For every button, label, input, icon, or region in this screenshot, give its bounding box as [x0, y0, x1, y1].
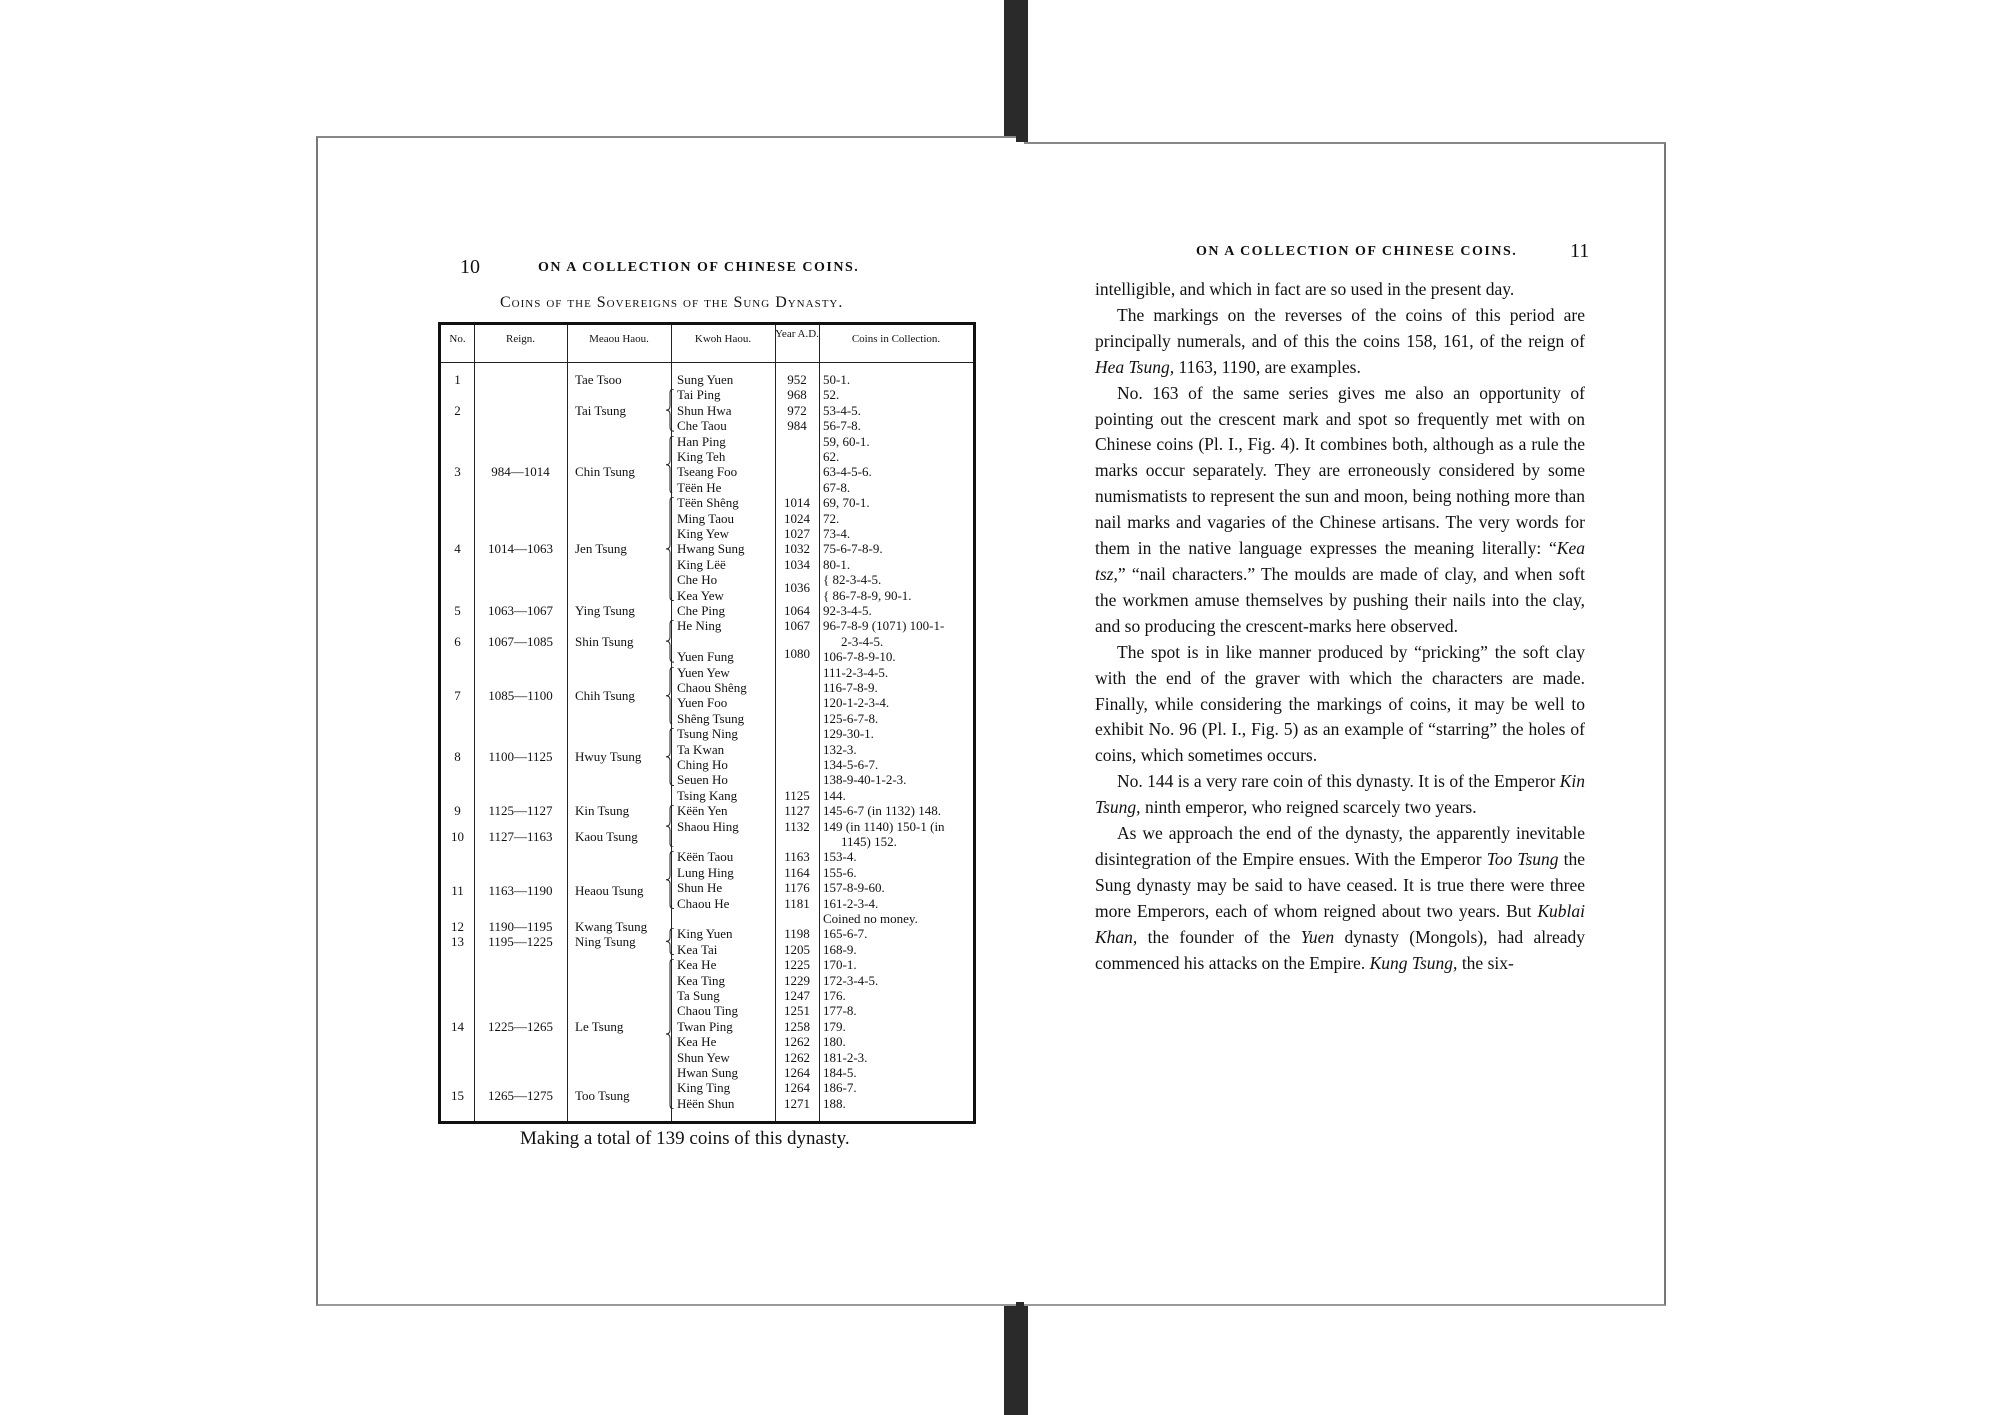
table-cell-kwoh-haou: Ming Taou — [677, 510, 734, 526]
table-cell-kwoh-haou: King Teh — [677, 449, 726, 464]
table-cell-coins: 52. — [823, 387, 840, 403]
header-reign: Reign. — [505, 333, 536, 345]
table-cell-reign: 1100—1125 — [488, 749, 553, 765]
table-cell-no: 15 — [451, 1088, 464, 1104]
table-cell-coins: 179. — [823, 1018, 846, 1034]
header-meaou-haou: Meaou Haou. — [589, 333, 649, 345]
left-page-number: 10 — [460, 256, 480, 278]
table-cell-year: 1262 — [784, 1049, 810, 1065]
table-cell-kwoh-haou: Kea He — [677, 1034, 717, 1050]
table-cell-coins: 111-2-3-4-5. — [823, 664, 889, 680]
table-cell-reign: 1163—1190 — [488, 883, 553, 899]
table-cell-year: 984 — [787, 418, 807, 434]
table-cell-kwoh-haou: Tsing Kang — [677, 787, 738, 803]
brace-mark — [665, 620, 675, 662]
table-cell-year: 968 — [787, 387, 807, 403]
table-cell-coins: 69, 70-1. — [823, 495, 870, 511]
table-cell-kwoh-haou: Seuen Ho — [677, 772, 728, 788]
table-cell-coins: 165-6-7. — [823, 926, 868, 942]
table-cell-reign: 1067—1085 — [488, 633, 553, 649]
table-cell-kwoh-haou: King Yuen — [677, 926, 733, 942]
table-cell-year: 1027 — [784, 526, 810, 541]
table-cell-reign: 1085—1100 — [488, 687, 553, 703]
table-cell-no: 12 — [451, 918, 464, 934]
table-cell-coins: 80-1. — [823, 556, 851, 572]
table-cell-year: 1127 — [784, 803, 810, 819]
table-cell-year: 1258 — [784, 1018, 810, 1034]
table-cell-year: 1067 — [784, 618, 810, 634]
table-cell-coins: 149 (in 1140) 150-1 (in — [823, 818, 945, 834]
sung-coins-table — [438, 322, 976, 1124]
table-cell-reign: 1265—1275 — [488, 1088, 553, 1104]
table-cell-year: 1132 — [784, 818, 810, 834]
table-cell-no: 10 — [451, 829, 464, 845]
table-cell-kwoh-haou: Che Taou — [677, 418, 727, 434]
table-cell-coins: 1145) 152. — [841, 834, 897, 849]
table-cell-coins: 2-3-4-5. — [841, 633, 884, 649]
brace-mark — [665, 851, 675, 909]
table-cell-coins: 67-8. — [823, 479, 851, 495]
table-cell-kwoh-haou: Tseang Foo — [677, 464, 738, 480]
table-cell-no: 7 — [454, 687, 461, 703]
table-cell-kwoh-haou: Ching Ho — [677, 757, 728, 772]
table-cell-coins: 186-7. — [823, 1080, 857, 1096]
table-cell-year: 1181 — [784, 895, 810, 911]
table-cell-year: 1225 — [784, 957, 810, 973]
table-cell-coins: 73-4. — [823, 526, 851, 541]
table-cell-year: 1034 — [784, 556, 810, 572]
table-cell-kwoh-haou: Kea He — [677, 957, 717, 973]
table-cell-year: 1205 — [784, 941, 810, 957]
table-cell-coins: 92-3-4-5. — [823, 603, 872, 618]
table-cell-coins: Coined no money. — [823, 911, 918, 926]
table-cell-year: 1080 — [784, 646, 810, 662]
table-cell-reign: 984—1014 — [491, 464, 550, 480]
table-cell-meaou-haou: Hwuy Tsung — [575, 749, 642, 765]
table-cell-kwoh-haou: Kea Tai — [677, 941, 718, 957]
table-cell-kwoh-haou: Chaou Shêng — [677, 680, 747, 695]
table-cell-kwoh-haou: Shêng Tsung — [677, 710, 745, 726]
table-cell-kwoh-haou: Shun Yew — [677, 1049, 730, 1065]
table-cell-kwoh-haou: Ta Sung — [677, 988, 720, 1003]
table-cell-coins: 172-3-4-5. — [823, 972, 879, 988]
column-rule — [474, 325, 475, 1121]
table-cell-coins: 157-8-9-60. — [823, 880, 885, 896]
table-cell-coins: 161-2-3-4. — [823, 895, 879, 911]
column-rule — [819, 325, 820, 1121]
table-cell-kwoh-haou: Tëën He — [677, 479, 722, 495]
header-kwoh-haou: Kwoh Haou. — [694, 333, 752, 345]
table-cell-coins: 53-4-5. — [823, 402, 861, 418]
table-cell-coins: 120-1-2-3-4. — [823, 695, 890, 711]
table-cell-meaou-haou: Chin Tsung — [575, 464, 635, 480]
table-cell-year: 1036 — [784, 579, 810, 595]
table-cell-reign: 1063—1067 — [488, 603, 553, 618]
table-cell-year: 1247 — [784, 988, 810, 1003]
table-cell-year: 1163 — [784, 849, 810, 865]
table-cell-kwoh-haou: Chaou He — [677, 895, 730, 911]
table-cell-coins: 116-7-8-9. — [823, 680, 878, 695]
table-cell-coins: 75-6-7-8-9. — [823, 541, 883, 557]
brace-mark — [665, 959, 675, 1109]
table-cell-coins: 188. — [823, 1095, 846, 1111]
table-cell-kwoh-haou: Yuen Yew — [677, 664, 730, 680]
table-total-note: Making a total of 139 coins of this dynasty. — [520, 1128, 850, 1149]
table-cell-reign: 1127—1163 — [488, 829, 553, 845]
table-cell-year: 1032 — [784, 541, 810, 557]
table-cell-reign: 1014—1063 — [488, 541, 553, 557]
table-cell-no: 6 — [454, 633, 461, 649]
table-cell-year: 1271 — [784, 1095, 810, 1111]
body-paragraph: As we approach the end of the dynasty, the apparently inevitable disintegration of the Empire ensues. With the Emperor Too Tsung the Sung dynasty may be said to have ceased. It is true there were three more Emperors, each of whom reigned about two years. But Kublai Khan, the founder of the Yuen dynasty (Mongols), had already commenced his attacks on the Empire. Kung Tsung, the six- — [1095, 823, 1585, 973]
table-cell-coins: 134-5-6-7. — [823, 757, 879, 772]
table-cell-coins: 177-8. — [823, 1003, 857, 1019]
table-cell-kwoh-haou: Lung Hing — [677, 864, 734, 880]
table-cell-no: 11 — [451, 883, 464, 899]
table-cell-meaou-haou: Jen Tsung — [575, 541, 627, 557]
brace-mark — [665, 728, 675, 786]
table-cell-kwoh-haou: Han Ping — [677, 433, 726, 449]
header-coins: Coins in Collection. — [851, 333, 941, 345]
table-cell-year: 1125 — [784, 787, 810, 803]
table-cell-year: 1198 — [784, 926, 810, 942]
table-cell-meaou-haou: Kwang Tsung — [575, 918, 648, 934]
table-cell-kwoh-haou: Chaou Ting — [677, 1003, 739, 1019]
table-title: Coins of the Sovereigns of the Sung Dynasty. — [500, 294, 844, 311]
table-cell-coins: 145-6-7 (in 1132) 148. — [823, 803, 941, 819]
table-cell-coins: 155-6. — [823, 864, 857, 880]
table-cell-coins: 176. — [823, 988, 846, 1003]
table-cell-meaou-haou: Tae Tsoo — [575, 372, 622, 387]
table-cell-kwoh-haou: Shaou Hing — [677, 818, 739, 834]
table-cell-year: 1264 — [784, 1080, 810, 1096]
brace-mark — [665, 928, 675, 955]
body-paragraph: intelligible, and which in fact are so used in the present day. — [1095, 279, 1515, 299]
table-cell-coins: 168-9. — [823, 941, 857, 957]
table-cell-kwoh-haou: Hwang Sung — [677, 541, 745, 557]
right-body-text — [1095, 277, 1585, 976]
table-cell-kwoh-haou: Këën Taou — [677, 849, 734, 865]
table-cell-reign: 1190—1195 — [488, 918, 553, 934]
table-cell-coins: 132-3. — [823, 741, 857, 757]
table-cell-year: 1229 — [784, 972, 810, 988]
table-cell-coins: 138-9-40-1-2-3. — [823, 772, 907, 788]
column-rule — [567, 325, 568, 1121]
table-cell-kwoh-haou: Tsung Ning — [677, 726, 738, 742]
brace-mark — [665, 497, 675, 601]
table-cell-kwoh-haou: King Ting — [677, 1080, 731, 1096]
body-paragraph: No. 163 of the same series gives me also an opportunity of pointing out the crescent mark and spot so frequently met with on Chinese coins (Pl. I., Fig. 4). It combines both, although as a rule the marks occur separately. They are erroneously considered by some numismatists to represent the sun and moon, being nothing more than nail marks and vagaries of the Chinese artisans. The very words for them in the native language expresses the meaning literally: “Kea tsz,” “nail characters.” The moulds are made of clay, and when soft the workmen amuse themselves by pushing their nails into the clay, and so producing the crescent-marks here observed. — [1095, 382, 1585, 636]
table-cell-year: 1262 — [784, 1034, 810, 1050]
table-cell-year: 1251 — [784, 1003, 810, 1019]
table-cell-coins: 144. — [823, 787, 846, 803]
table-cell-no: 5 — [454, 603, 461, 618]
table-cell-meaou-haou: Kaou Tsung — [575, 829, 638, 845]
table-cell-coins: { 86-7-8-9, 90-1. — [823, 587, 912, 603]
table-cell-kwoh-haou: King Yew — [677, 526, 730, 541]
table-cell-coins: 184-5. — [823, 1065, 857, 1080]
table-cell-reign: 1195—1225 — [488, 934, 553, 950]
table-cell-no: 8 — [454, 749, 461, 765]
body-paragraph: The spot is in like manner produced by “pricking” the soft clay with the end of the graver with which the characters are made. Finally, while considering the markings of coins, it may be well to exhibit No. 96 (Pl. I., Fig. 5) as an example of “starring” the holes of coins, which sometimes occurs. — [1095, 641, 1585, 766]
table-cell-coins: 181-2-3. — [823, 1049, 868, 1065]
table-cell-meaou-haou: Ning Tsung — [575, 934, 636, 950]
table-cell-kwoh-haou: Ta Kwan — [677, 741, 725, 757]
table-cell-kwoh-haou: Che Ping — [677, 603, 726, 618]
table-cell-coins: 106-7-8-9-10. — [823, 649, 896, 665]
table-cell-kwoh-haou: Kea Ting — [677, 972, 726, 988]
table-cell-coins: 59, 60-1. — [823, 433, 870, 449]
table-cell-kwoh-haou: He Ning — [677, 618, 722, 634]
table-cell-kwoh-haou: Twan Ping — [677, 1018, 733, 1034]
body-paragraph: The markings on the reverses of the coins of this period are principally numerals, and of this the coins 158, 161, of the reign of Hea Tsung, 1163, 1190, are examples. — [1095, 304, 1585, 377]
table-cell-coins: 56-7-8. — [823, 418, 861, 434]
table-cell-kwoh-haou: Tai Ping — [677, 387, 721, 403]
right-page-number: 11 — [1570, 240, 1590, 262]
table-cell-year: 1164 — [784, 864, 810, 880]
table-cell-coins: 72. — [823, 510, 840, 526]
left-running-head: ON A COLLECTION OF CHINESE COINS. — [538, 260, 860, 275]
table-cell-coins: 63-4-5-6. — [823, 464, 872, 480]
table-cell-meaou-haou: Heaou Tsung — [575, 883, 644, 899]
right-running-head: ON A COLLECTION OF CHINESE COINS. — [1196, 244, 1518, 259]
table-cell-year: 972 — [787, 402, 807, 418]
table-cell-coins: { 82-3-4-5. — [823, 572, 882, 588]
header-year: Year A.D. — [775, 328, 819, 340]
table-cell-kwoh-haou: Shun Hwa — [677, 402, 732, 418]
table-cell-kwoh-haou: Tëën Shêng — [677, 495, 739, 511]
table-cell-no: 3 — [454, 464, 461, 480]
table-cell-kwoh-haou: Yuen Foo — [677, 695, 728, 711]
table-cell-year: 1264 — [784, 1065, 810, 1080]
table-cell-coins: 96-7-8-9 (1071) 100-1- — [823, 618, 945, 634]
table-cell-coins: 129-30-1. — [823, 726, 874, 742]
table-cell-kwoh-haou: Hëën Shun — [677, 1095, 735, 1111]
table-cell-year: 1024 — [784, 510, 810, 526]
table-cell-no: 1 — [454, 372, 461, 387]
table-cell-coins: 62. — [823, 449, 840, 464]
table-cell-coins: 125-6-7-8. — [823, 710, 879, 726]
table-cell-kwoh-haou: King Lëë — [677, 556, 726, 572]
table-cell-kwoh-haou: Che Ho — [677, 572, 718, 588]
table-cell-meaou-haou: Tai Tsung — [575, 402, 627, 418]
table-cell-meaou-haou: Kin Tsung — [575, 803, 630, 819]
table-cell-coins: 180. — [823, 1034, 846, 1050]
table-cell-kwoh-haou: Shun He — [677, 880, 723, 896]
table-cell-no: 14 — [451, 1018, 464, 1034]
table-cell-coins: 170-1. — [823, 957, 857, 973]
table-cell-meaou-haou: Ying Tsung — [575, 603, 635, 618]
table-cell-reign: 1225—1265 — [488, 1018, 553, 1034]
table-cell-year: 1176 — [784, 880, 810, 896]
table-cell-meaou-haou: Le Tsung — [575, 1018, 624, 1034]
table-cell-reign: 1125—1127 — [488, 803, 553, 819]
table-cell-kwoh-haou: Yuen Fung — [677, 649, 734, 665]
table-cell-meaou-haou: Shin Tsung — [575, 633, 634, 649]
table-cell-no: 9 — [454, 803, 461, 819]
header-no: No. — [449, 333, 466, 345]
brace-mark — [665, 667, 675, 725]
table-cell-no: 2 — [454, 402, 461, 418]
table-cell-meaou-haou: Too Tsung — [575, 1088, 630, 1104]
brace-mark — [665, 389, 675, 431]
table-cell-no: 13 — [451, 934, 464, 950]
table-cell-coins: 153-4. — [823, 849, 857, 865]
brace-mark — [665, 805, 675, 847]
table-cell-meaou-haou: Chih Tsung — [575, 687, 635, 703]
table-cell-year: 952 — [787, 372, 807, 387]
table-cell-kwoh-haou: Sung Yuen — [677, 372, 734, 387]
table-cell-no: 4 — [454, 541, 461, 557]
body-paragraph: No. 144 is a very rare coin of this dynasty. It is of the Emperor Kin Tsung, ninth emperor, who reigned scarcely two years. — [1095, 771, 1585, 818]
table-cell-year: 1064 — [784, 603, 810, 618]
table-cell-kwoh-haou: Kea Yew — [677, 587, 724, 603]
header-rule — [441, 362, 973, 363]
table-cell-kwoh-haou: Hwan Sung — [677, 1065, 739, 1080]
table-cell-coins: 50-1. — [823, 372, 851, 387]
table-cell-year: 1014 — [784, 495, 810, 511]
brace-mark — [665, 436, 675, 494]
table-cell-kwoh-haou: Këën Yen — [677, 803, 728, 819]
